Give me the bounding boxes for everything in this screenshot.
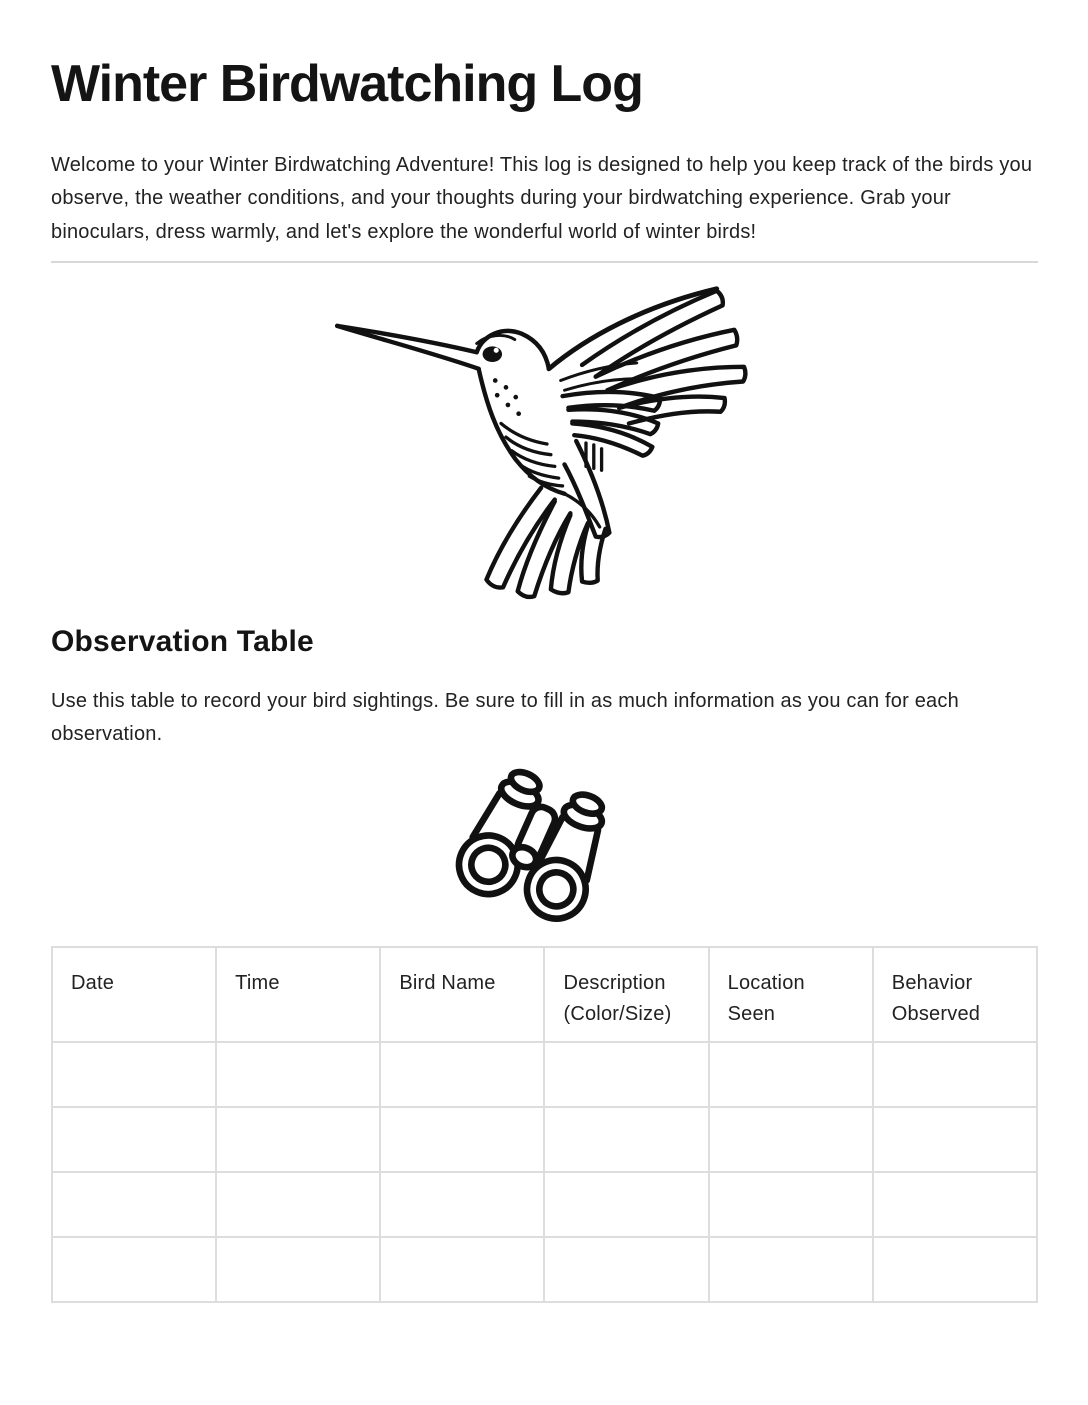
table-cell-empty [52, 1237, 216, 1302]
table-row [52, 1237, 1037, 1302]
table-cell-empty [52, 1107, 216, 1172]
hummingbird-icon [330, 281, 760, 603]
table-cell-empty [216, 1042, 380, 1107]
table-row [52, 1107, 1037, 1172]
table-cell-empty [380, 1172, 544, 1237]
column-header-time: Time [216, 947, 380, 1042]
observation-table [51, 946, 1038, 1303]
observation-table-header [52, 947, 1037, 1042]
table-description: Use this table to record your bird sightings. Be sure to fill in as much information as you can for each observation. [51, 689, 959, 745]
hummingbird-illustration [51, 281, 1038, 603]
table-cell-empty [216, 1237, 380, 1302]
table-cell-empty [873, 1042, 1037, 1107]
table-cell-empty [216, 1107, 380, 1172]
table-cell-empty [873, 1172, 1037, 1237]
table-cell-empty [52, 1172, 216, 1237]
observation-table-body [52, 1042, 1037, 1302]
column-header-bird-name: Bird Name [380, 947, 544, 1042]
table-cell-empty [52, 1042, 216, 1107]
table-cell-empty [709, 1172, 873, 1237]
table-cell-empty [873, 1237, 1037, 1302]
binoculars-illustration [51, 759, 1038, 929]
intro-paragraph: Welcome to your Winter Birdwatching Adventure! This log is designed to help you keep track of the birds you observe, the weather conditions, and your thoughts during your birdwatching experience. Grab your binoculars, dress warmly, and let's explore the wonderful world of winter birds! [51, 154, 1033, 243]
column-header-location-seen: Location Seen [709, 947, 873, 1042]
section-divider [51, 261, 1038, 263]
column-header-date: Date [52, 947, 216, 1042]
table-cell-empty [873, 1107, 1037, 1172]
table-cell-empty [544, 1107, 708, 1172]
binoculars-icon [437, 759, 653, 929]
table-cell-empty [709, 1042, 873, 1107]
page-title: Winter Birdwatching Log [51, 55, 643, 113]
table-cell-empty [709, 1107, 873, 1172]
table-cell-empty [380, 1107, 544, 1172]
column-header-description: Description (Color/Size) [544, 947, 708, 1042]
table-cell-empty [380, 1042, 544, 1107]
header-row [52, 947, 1037, 1042]
table-cell-empty [544, 1172, 708, 1237]
table-cell-empty [380, 1237, 544, 1302]
table-cell-empty [544, 1237, 708, 1302]
column-header-behavior-observed: Behavior Observed [873, 947, 1037, 1042]
table-cell-empty [709, 1237, 873, 1302]
table-cell-empty [216, 1172, 380, 1237]
table-row [52, 1172, 1037, 1237]
table-cell-empty [544, 1042, 708, 1107]
observation-table-heading: Observation Table [51, 624, 314, 658]
table-row [52, 1042, 1037, 1107]
